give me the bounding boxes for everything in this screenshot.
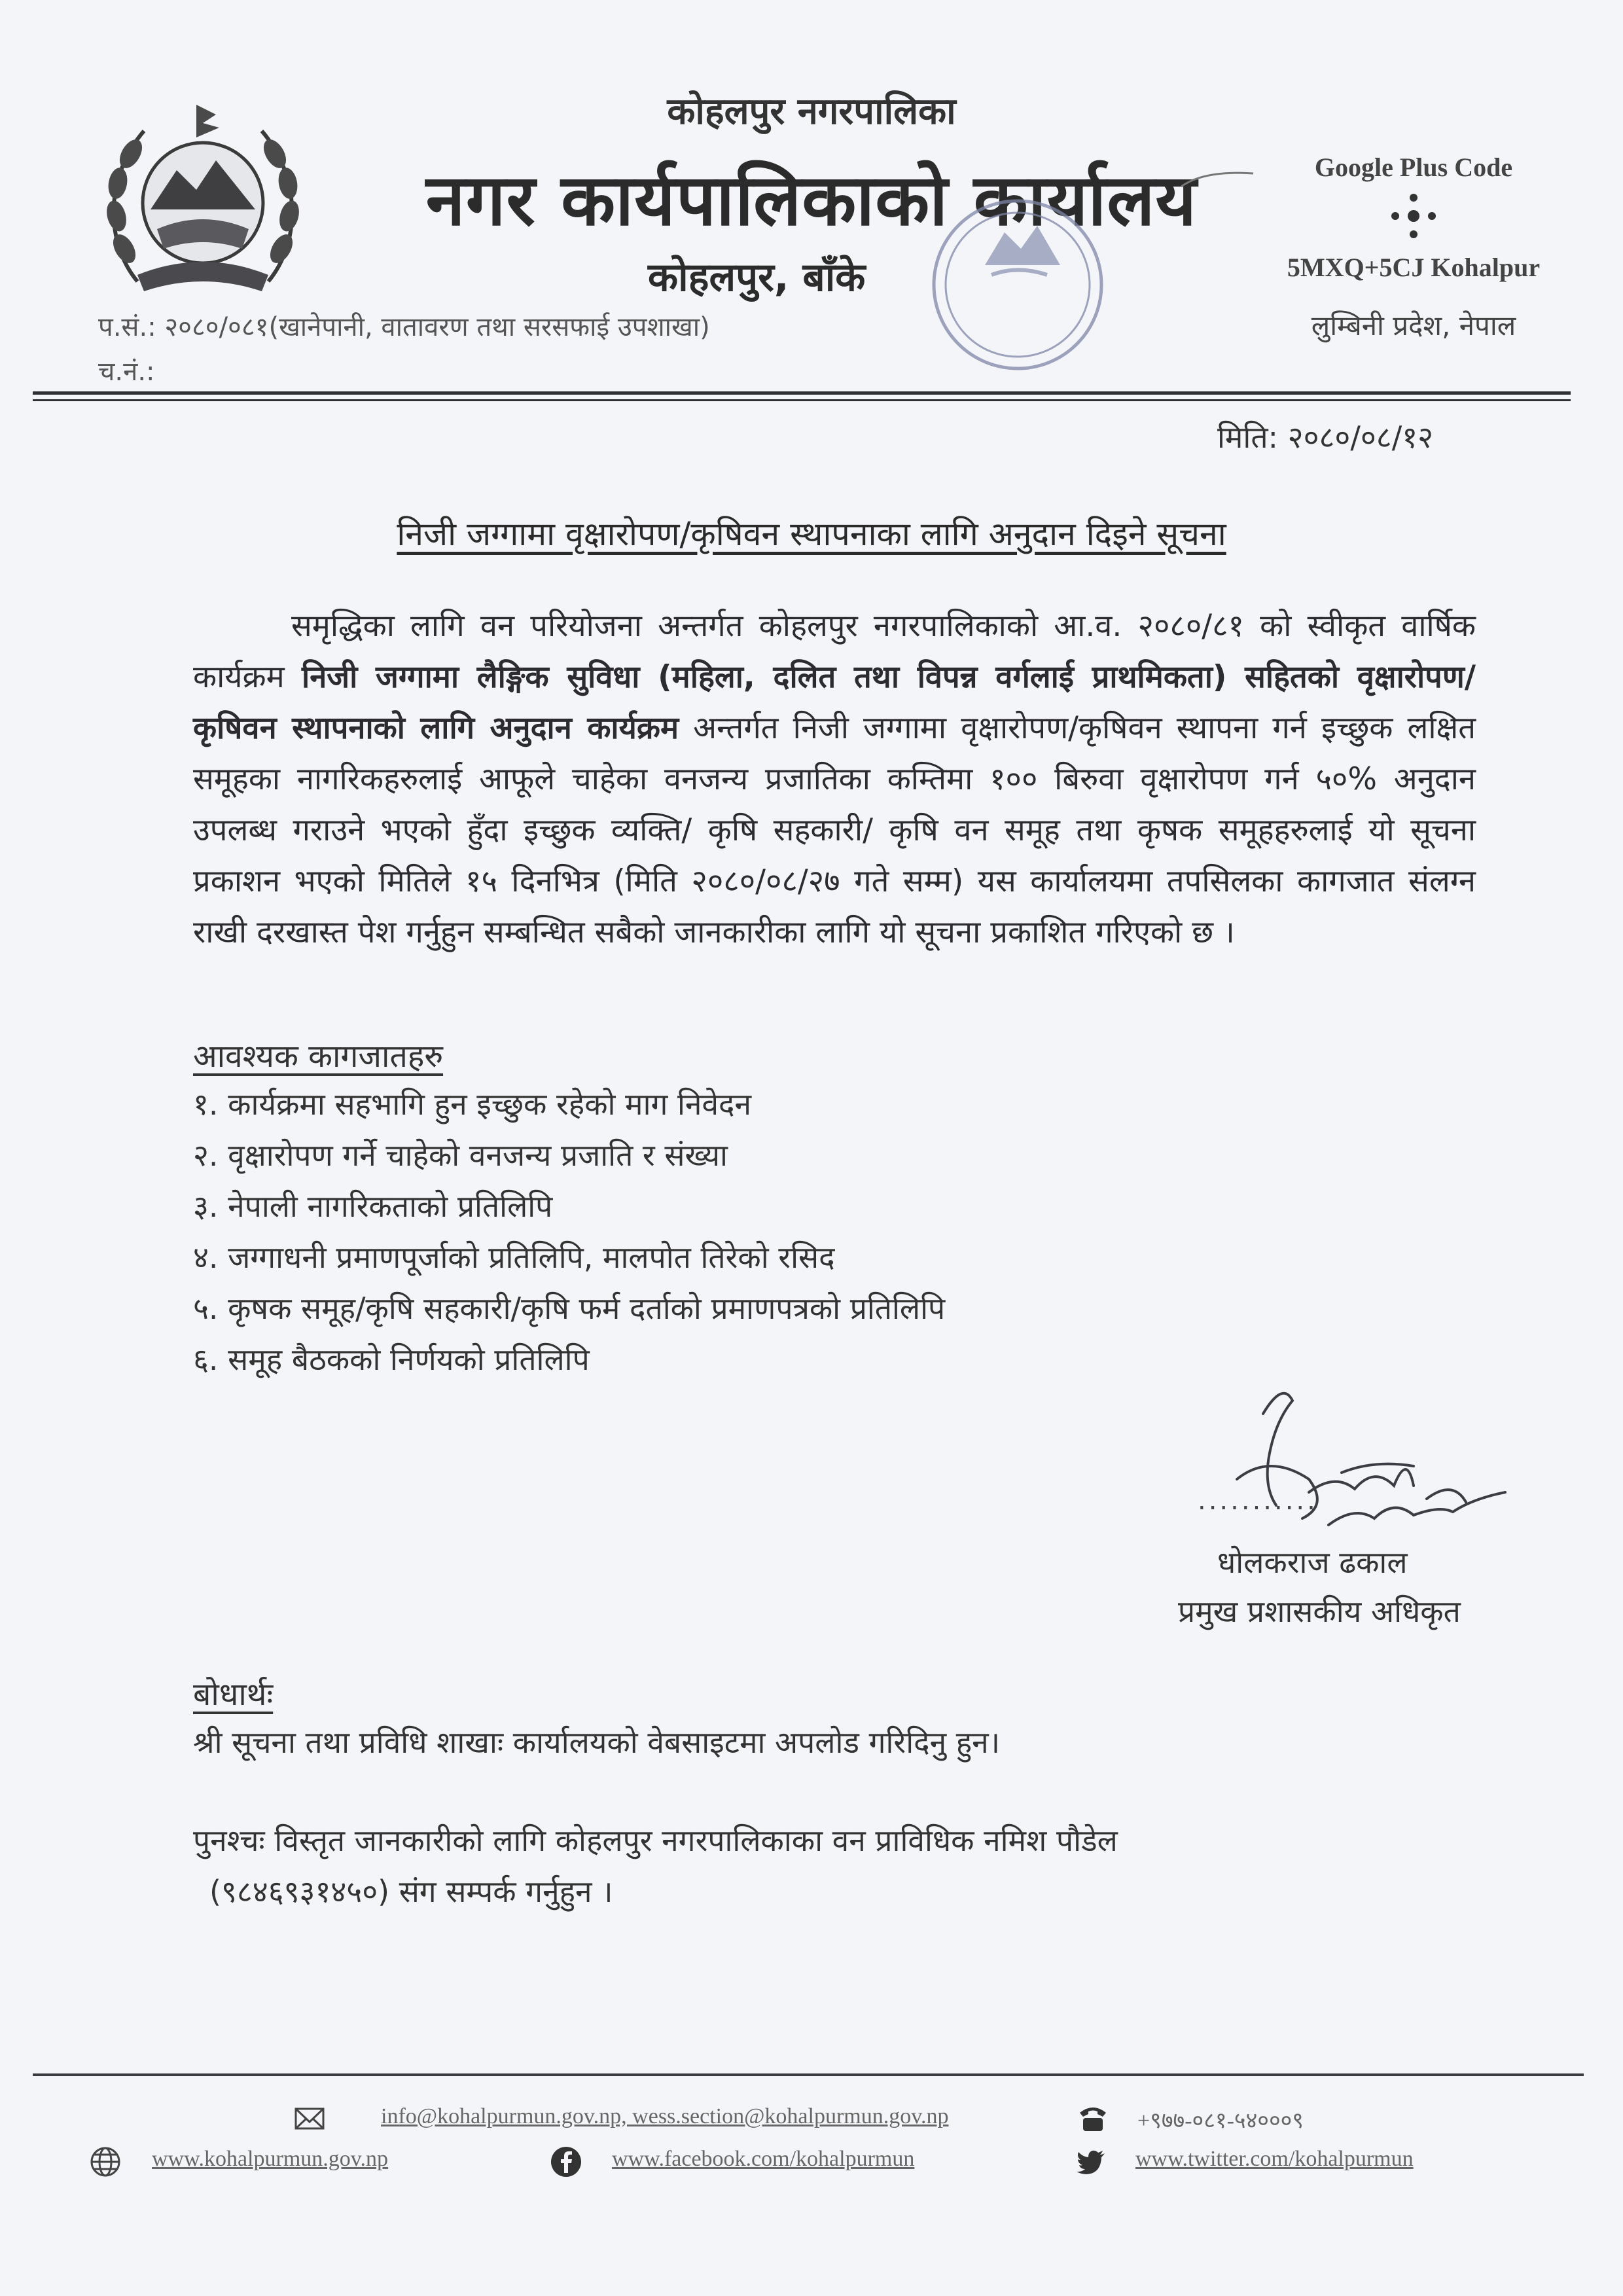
globe-icon bbox=[89, 2145, 122, 2178]
footer-twitter-link[interactable]: www.twitter.com/kohalpurmun bbox=[1135, 2147, 1414, 2171]
mail-icon bbox=[293, 2102, 326, 2135]
postscript-line2: (९८४६९३१४५०) संग सम्पर्क गर्नुहुन । bbox=[209, 1874, 613, 1909]
phone-icon bbox=[1077, 2101, 1109, 2134]
cc-heading: बोधार्थः bbox=[193, 1676, 274, 1713]
header-rule bbox=[33, 391, 1571, 395]
notice-body bbox=[193, 601, 1476, 958]
footer-facebook-link[interactable]: www.facebook.com/kohalpurmun bbox=[612, 2147, 915, 2171]
list-item: ४. जग्गाधनी प्रमाणपूर्जाको प्रतिलिपि, मालपोत तिरेको रसिद bbox=[193, 1240, 835, 1275]
list-item: ६. समूह बैठकको निर्णयको प्रतिलिपि bbox=[193, 1342, 590, 1377]
footer-email-link[interactable]: info@kohalpurmun.gov.np, wess.section@kohalpurmun.gov.np bbox=[381, 2104, 949, 2128]
signature-line: ........... bbox=[1198, 1486, 1318, 1516]
dispatch-number: च.नं.: bbox=[98, 357, 155, 387]
office-name: नगर कार्यपालिकाको कार्यालय bbox=[425, 159, 1198, 242]
notice-body-part2: अन्तर्गत निजी जग्गामा वृक्षारोपण/कृषिवन स्थापना गर्न इच्छुक लक्षित समूहका नागरिकहरुलाई आफूले चाहेका वनजन्य प्रजातिका कम्तिमा १०० बिरुवा वृक्षारोपण गर्न ५०% अनुदान उपलब्ध गराउने भएको हुँदा इच्छुक व्यक्ति/ कृषि सहकारी/ कृषि वन समूह तथा कृषक समूहहरुलाई यो सूचना प्रकाशन भएको मितिले १५ दिनभित्र (मिति २०८०/०८/२७ गते सम्म) यस कार्यालयमा तपसिलका कागजात संलग्न राखी दरखास्त पेश गर्नुहुन सम्बन्धित सबैको जानकारीका लागि यो सूचना प्रकाशित गरिएको छ । bbox=[193, 710, 1476, 950]
notice-body-program: निजी जग्गामा लैङ्गिक सुविधा (महिला, दलित तथा विपन्न वर्गलाई प्राथमिकता) सहितको वृक्षारोपण/ कृषिवन स्थापनाको लागि अनुदान कार्यक्रम bbox=[193, 659, 1476, 746]
footer-website-link[interactable]: www.kohalpurmun.gov.np bbox=[152, 2147, 389, 2171]
plus-code-icon bbox=[1387, 190, 1440, 242]
plus-code-title: Google Plus Code bbox=[1314, 152, 1513, 182]
office-stamp bbox=[897, 187, 1139, 403]
signer-title: प्रमुख प्रशासकीय अधिकृत bbox=[1178, 1594, 1461, 1629]
reference-number: प.सं.: २०८०/०८१(खानेपानी, वातावरण तथा सरसफाई उपशाखा) bbox=[98, 312, 710, 342]
twitter-icon bbox=[1075, 2145, 1107, 2178]
list-item: ५. कृषक समूह/कृषि सहकारी/कृषि फर्म दर्ताको प्रमाणपत्रको प्रतिलिपि bbox=[193, 1291, 946, 1326]
letter-date: मिति: २०८०/०८/१२ bbox=[1217, 420, 1434, 455]
footer-rule bbox=[33, 2073, 1584, 2076]
list-item: १. कार्यक्रमा सहभागि हुन इच्छुक रहेको माग निवेदन bbox=[193, 1086, 751, 1122]
office-address: कोहलपुर, बाँके bbox=[648, 255, 866, 300]
list-item: ३. नेपाली नागरिकताको प्रतिलिपि bbox=[193, 1189, 553, 1224]
signer-name: धोलकराज ढकाल bbox=[1217, 1545, 1408, 1580]
notice-body-part1: समृद्धिका लागि वन परियोजना अन्तर्गत कोहलपुर नगरपालिकाको आ.व. २०८०/८१ को स्वीकृत वार्षिक कार्यक्रम bbox=[193, 608, 1476, 695]
notice-subject: निजी जग्गामा वृक्षारोपण/कृषिवन स्थापनाका लागि अनुदान दिइने सूचना bbox=[397, 515, 1226, 553]
documents-heading: आवश्यक कागजातहरु bbox=[193, 1038, 444, 1075]
province: लुम्बिनी प्रदेश, नेपाल bbox=[1311, 310, 1516, 342]
footer-phone: +९७७-०८१-५४०००९ bbox=[1137, 2109, 1304, 2133]
plus-code: 5MXQ+5CJ Kohalpur bbox=[1287, 253, 1541, 282]
postscript-line1: पुनश्चः विस्तृत जानकारीको लागि कोहलपुर नगरपालिकाका वन प्राविधिक नमिश पौडेल bbox=[193, 1823, 1118, 1858]
header-rule-secondary bbox=[33, 399, 1571, 401]
municipality-name: कोहलपुर नगरपालिका bbox=[667, 90, 956, 133]
cc-body: श्री सूचना तथा प्रविधि शाखाः कार्यालयको वेबसाइटमा अपलोड गरिदिनु हुन। bbox=[193, 1725, 1001, 1760]
list-item: २. वृक्षारोपण गर्ने चाहेको वनजन्य प्रजाति र संख्या bbox=[193, 1138, 728, 1173]
documents-list bbox=[193, 1079, 945, 1385]
facebook-icon bbox=[550, 2145, 582, 2178]
